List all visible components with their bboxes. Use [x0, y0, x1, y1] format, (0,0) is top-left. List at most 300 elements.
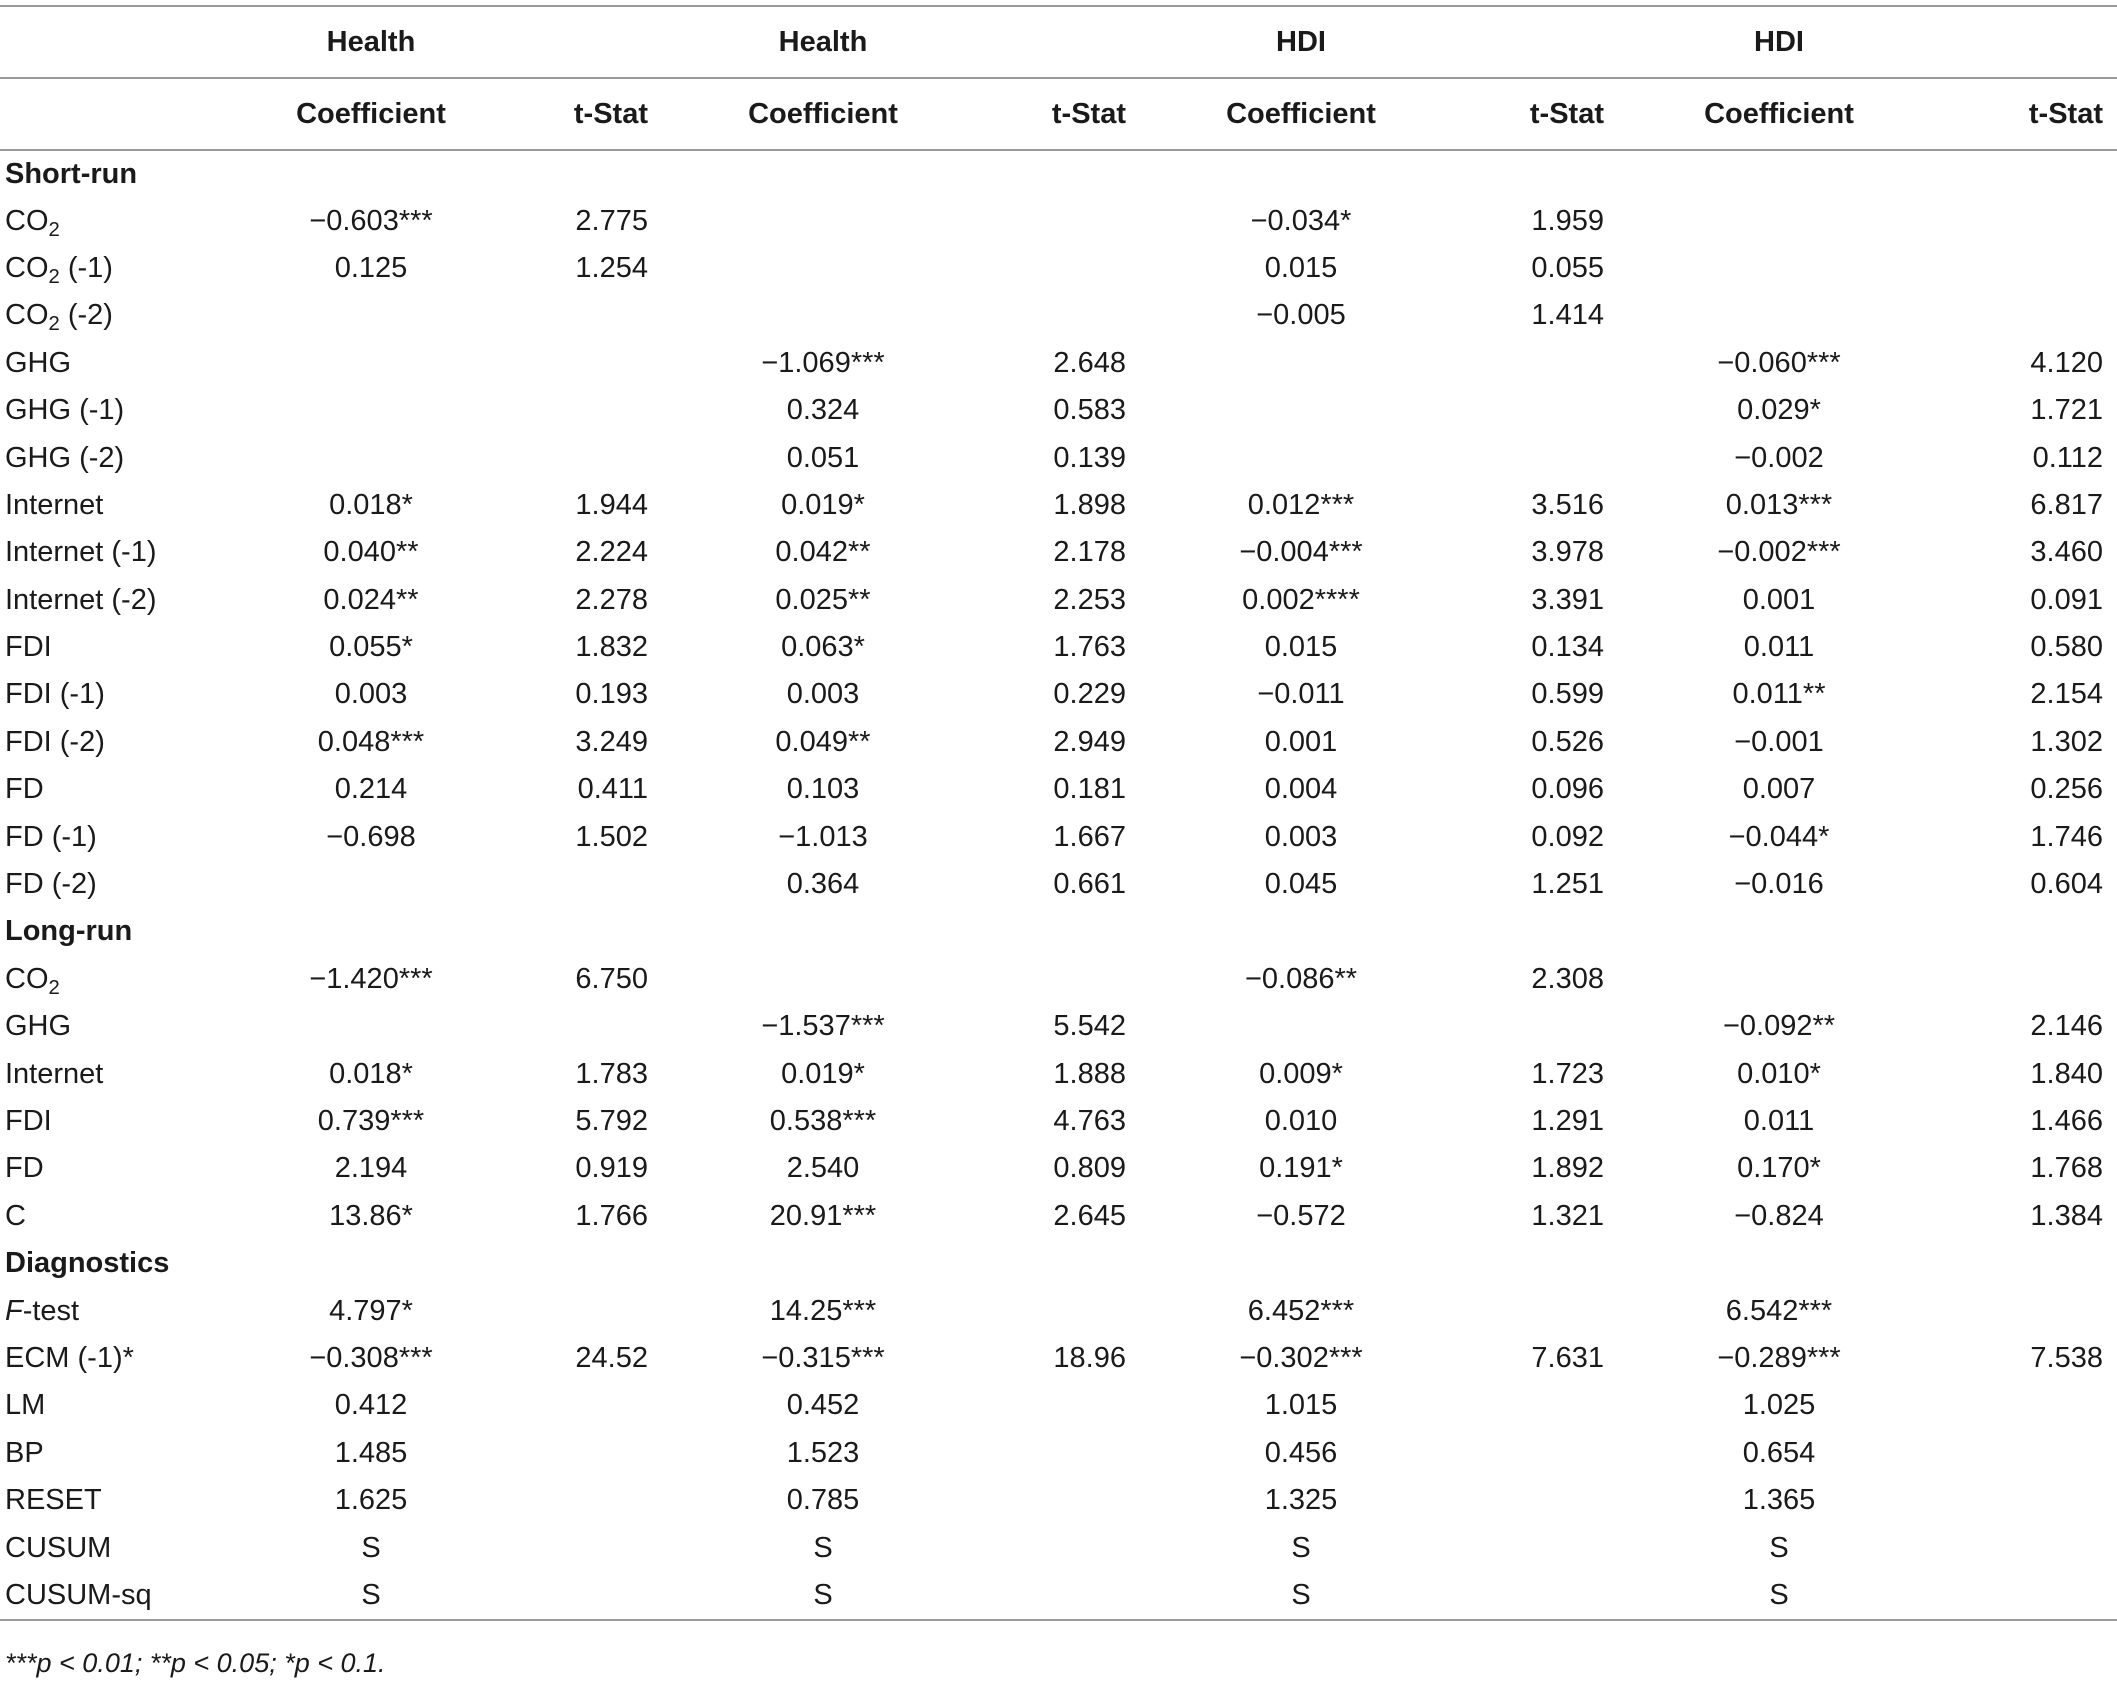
row-label-text: RESET	[5, 1484, 102, 1517]
row-label-text: FD	[5, 1152, 44, 1185]
col-coefficient: Coefficient	[230, 78, 512, 150]
tstat-cell	[990, 1572, 1134, 1620]
coefficient-cell	[230, 340, 512, 387]
tstat-cell	[512, 292, 656, 339]
coefficient-cell	[230, 861, 512, 908]
tstat-cell: 2.648	[1053, 346, 1126, 379]
row-label-subscript: 2	[48, 313, 60, 336]
tstat-cell: 3.460	[2030, 536, 2103, 569]
row-label	[0, 861, 230, 908]
coefficient-cell: −0.034*	[1250, 204, 1352, 237]
coefficient-cell	[656, 245, 990, 292]
coefficient-cell: 0.042**	[775, 536, 871, 569]
tstat-cell	[512, 1003, 656, 1050]
coefficient-cell: −0.603***	[309, 204, 433, 237]
coefficient-cell: 0.538***	[769, 1105, 877, 1137]
table-row	[0, 1572, 2117, 1620]
coefficient-cell: 0.018*	[329, 1057, 413, 1090]
section-row	[0, 150, 2117, 197]
coefficient-cell: S	[656, 1572, 990, 1620]
tstat-cell: 2.775	[575, 204, 648, 237]
table-row	[0, 577, 2117, 624]
row-label-text: FDI (-1)	[5, 678, 105, 711]
tstat-cell	[512, 1572, 656, 1620]
tstat-cell: 0.661	[1053, 868, 1126, 901]
col-tstat: t-Stat	[990, 78, 1134, 150]
tstat-cell: 1.291	[1531, 1105, 1604, 1137]
row-label	[0, 340, 230, 387]
tstat-cell: 2.308	[1531, 962, 1604, 995]
tstat-cell: 1.832	[575, 631, 648, 664]
tstat-cell: 1.302	[2030, 725, 2103, 758]
coefficient-cell: 0.003	[786, 678, 860, 711]
coefficient-cell: −0.002***	[1717, 536, 1841, 569]
group-header-health-2: Health	[656, 6, 990, 78]
coefficient-cell: 0.456	[1264, 1436, 1338, 1469]
coefficient-cell: 14.25***	[769, 1294, 877, 1327]
table-row	[0, 813, 2117, 860]
row-label-text: FDI	[5, 1105, 52, 1137]
tstat-cell: 5.792	[575, 1105, 648, 1137]
section-title: Diagnostics	[5, 1247, 170, 1280]
tstat-cell: 1.763	[1053, 631, 1126, 664]
row-label	[0, 529, 230, 576]
coefficient-cell	[1612, 292, 1946, 339]
tstat-cell: 5.542	[1053, 1010, 1126, 1043]
tstat-cell	[990, 245, 1134, 292]
section-title: Short-run	[5, 157, 138, 190]
coefficient-cell: 0.452	[786, 1389, 860, 1422]
tstat-cell	[512, 1430, 656, 1477]
tstat-cell	[990, 197, 1134, 244]
coefficient-cell: −0.572	[1256, 1199, 1346, 1232]
tstat-cell: 0.055	[1531, 251, 1604, 284]
tstat-cell: 1.888	[1053, 1057, 1126, 1090]
coefficient-cell: 0.010*	[1737, 1057, 1821, 1090]
tstat-cell	[1946, 1524, 2117, 1571]
coefficient-cell: 0.011**	[1732, 678, 1826, 711]
tstat-cell	[990, 1287, 1134, 1334]
group-header-hdi-1: HDI	[1134, 6, 1468, 78]
tstat-cell: 2.224	[575, 536, 648, 569]
tstat-cell: 0.139	[1053, 441, 1126, 474]
coefficient-cell: 0.739***	[317, 1105, 425, 1137]
row-label	[0, 719, 230, 766]
coefficient-cell: −0.698	[326, 820, 416, 853]
coefficient-cell: 0.013***	[1725, 488, 1833, 521]
row-label-text: FD	[5, 773, 44, 806]
coefficient-cell: 1.025	[1742, 1389, 1816, 1422]
row-label	[0, 1524, 230, 1571]
coefficient-cell: S	[361, 1531, 381, 1564]
tstat-cell	[1946, 292, 2117, 339]
tstat-cell	[990, 1382, 1134, 1429]
table-row	[0, 529, 2117, 576]
tstat-cell	[1468, 434, 1612, 481]
tstat-cell: 4.763	[1053, 1105, 1126, 1137]
coefficient-cell: 0.051	[786, 441, 860, 474]
tstat-cell: 6.817	[2030, 488, 2103, 521]
tstat-cell: 1.254	[575, 251, 648, 284]
coefficient-cell: 0.324	[786, 394, 860, 427]
tstat-cell: 24.52	[575, 1341, 648, 1374]
coefficient-cell: 0.003	[1264, 820, 1338, 853]
tstat-cell: 0.256	[2030, 773, 2103, 806]
table-row	[0, 1003, 2117, 1050]
tstat-cell	[1946, 1430, 2117, 1477]
coefficient-cell: 0.009*	[1259, 1057, 1343, 1090]
tstat-cell	[1946, 1477, 2117, 1524]
section-title: Long-run	[5, 915, 133, 948]
tstat-cell	[512, 434, 656, 481]
row-label-text: GHG	[5, 1010, 72, 1043]
row-label-text: CO	[5, 204, 49, 237]
tstat-cell	[990, 1477, 1134, 1524]
row-label	[0, 1477, 230, 1524]
row-label	[0, 624, 230, 671]
coefficient-cell: 0.015	[1264, 631, 1338, 664]
tstat-cell	[1946, 1382, 2117, 1429]
tstat-cell: 0.096	[1531, 773, 1604, 806]
coefficient-cell	[1612, 197, 1946, 244]
tstat-cell	[512, 387, 656, 434]
tstat-cell	[1468, 340, 1612, 387]
col-tstat: t-Stat	[512, 78, 656, 150]
row-label	[0, 671, 230, 718]
coefficient-cell: −0.092**	[1722, 1010, 1836, 1043]
table-row	[0, 1145, 2117, 1192]
tstat-cell: 3.978	[1531, 536, 1604, 569]
tstat-cell	[512, 861, 656, 908]
row-label-text: GHG	[5, 346, 72, 379]
coefficient-cell: −0.824	[1734, 1199, 1824, 1232]
coefficient-cell: 1.365	[1742, 1484, 1816, 1517]
coefficient-cell: 0.001	[1264, 725, 1338, 758]
footnote: ***p < 0.01; **p < 0.05; *p < 0.1.	[5, 1648, 386, 1678]
table-row	[0, 719, 2117, 766]
coefficient-cell: 0.214	[334, 773, 408, 806]
coefficient-cell: 1.325	[1264, 1484, 1338, 1517]
row-label-text: CO	[5, 251, 49, 284]
row-label-text: FDI	[5, 631, 52, 664]
header-blank	[0, 6, 230, 78]
coefficient-cell: 13.86*	[329, 1199, 413, 1232]
tstat-cell: 1.892	[1531, 1152, 1604, 1185]
table-row	[0, 340, 2117, 387]
coefficient-cell: 0.045	[1264, 868, 1338, 901]
col-tstat: t-Stat	[1468, 78, 1612, 150]
tstat-cell: 1.898	[1053, 488, 1126, 521]
table-row	[0, 766, 2117, 813]
coefficient-cell: −1.537***	[761, 1010, 885, 1043]
row-label-suffix: (-2)	[59, 299, 113, 332]
coefficient-cell: −1.013	[778, 820, 868, 853]
row-label-text: FD (-2)	[5, 868, 97, 901]
row-label	[0, 482, 230, 529]
tstat-cell: 0.091	[2030, 583, 2103, 616]
tstat-cell: 2.154	[2030, 678, 2103, 711]
row-label	[0, 1050, 230, 1097]
coefficient-cell: −0.315***	[761, 1341, 885, 1374]
tstat-cell: 0.583	[1053, 394, 1126, 427]
coefficient-cell: 0.003	[334, 678, 408, 711]
tstat-cell: 0.181	[1053, 773, 1126, 806]
coefficient-cell: 0.024**	[323, 583, 419, 616]
tstat-cell: 18.96	[1053, 1341, 1126, 1374]
tstat-cell: 1.721	[2030, 394, 2103, 427]
section-row	[0, 908, 2117, 955]
tstat-cell: 1.746	[2030, 820, 2103, 853]
coefficient-cell: 6.452***	[1247, 1294, 1355, 1327]
tstat-cell: 4.120	[2030, 346, 2103, 379]
coefficient-cell: 0.412	[334, 1389, 408, 1422]
table-row	[0, 245, 2117, 292]
coefficient-cell: 20.91***	[769, 1199, 877, 1232]
coefficient-cell: 0.048***	[317, 725, 425, 758]
row-label	[0, 813, 230, 860]
row-label-text: GHG (-2)	[5, 441, 125, 474]
coefficient-cell: S	[1612, 1572, 1946, 1620]
coefficient-cell	[230, 1003, 512, 1050]
row-label-subscript: 2	[48, 976, 60, 999]
row-label-text: C	[5, 1199, 26, 1232]
tstat-cell: 3.249	[575, 725, 648, 758]
tstat-cell: 2.278	[575, 583, 648, 616]
tstat-cell: 3.391	[1531, 583, 1604, 616]
tstat-cell: 0.599	[1531, 678, 1604, 711]
coefficient-cell: 0.011	[1743, 631, 1815, 664]
coefficient-cell: 2.194	[334, 1152, 408, 1185]
tstat-cell	[1468, 1430, 1612, 1477]
tstat-cell	[990, 956, 1134, 1003]
tstat-cell	[1468, 1477, 1612, 1524]
coefficient-cell: 0.019*	[781, 488, 865, 521]
tstat-cell	[1946, 1287, 2117, 1334]
table-row	[0, 624, 2117, 671]
coefficient-cell: 0.012***	[1247, 488, 1355, 521]
tstat-cell	[1468, 387, 1612, 434]
tstat-cell	[1468, 1003, 1612, 1050]
coefficient-cell	[230, 434, 512, 481]
row-label-suffix: -test	[22, 1294, 80, 1327]
tstat-cell: 7.631	[1531, 1341, 1604, 1374]
coefficient-cell: 0.063*	[781, 631, 865, 664]
table-body	[0, 150, 2117, 1620]
coefficient-cell: S	[1291, 1531, 1311, 1564]
col-coefficient: Coefficient	[1612, 78, 1946, 150]
row-label	[0, 434, 230, 481]
tstat-cell	[990, 292, 1134, 339]
table-row	[0, 1193, 2117, 1240]
coefficient-cell	[1612, 956, 1946, 1003]
row-label-text: BP	[5, 1436, 44, 1469]
coefficient-cell: −0.001	[1734, 725, 1824, 758]
coefficient-cell: −0.302***	[1239, 1341, 1363, 1374]
tstat-cell: 1.667	[1053, 820, 1126, 853]
tstat-cell: 1.384	[2030, 1199, 2103, 1232]
row-label	[0, 245, 230, 292]
tstat-cell: 0.112	[2032, 441, 2103, 474]
table-row	[0, 1477, 2117, 1524]
coefficient-cell: −0.060***	[1717, 346, 1841, 379]
row-label-text: Internet	[5, 488, 104, 521]
coefficient-cell: 0.019*	[781, 1057, 865, 1090]
coefficient-cell: −0.308***	[309, 1341, 433, 1374]
coefficient-cell: −0.004***	[1239, 536, 1363, 569]
coefficient-cell: S	[813, 1531, 833, 1564]
section-row	[0, 1240, 2117, 1287]
tstat-cell	[512, 1477, 656, 1524]
coefficient-cell: −0.289***	[1717, 1341, 1841, 1374]
row-label	[0, 1287, 230, 1334]
table-row	[0, 1098, 2117, 1145]
tstat-cell: 0.604	[2030, 868, 2103, 901]
tstat-cell: 0.580	[2030, 631, 2103, 664]
coefficient-cell: −1.420***	[309, 962, 433, 995]
coefficient-cell: 0.010	[1264, 1105, 1338, 1137]
row-label-subscript: 2	[48, 218, 60, 241]
tstat-cell: 1.723	[1531, 1057, 1604, 1090]
row-label	[0, 1335, 230, 1382]
coefficient-cell: 0.785	[786, 1484, 860, 1517]
row-label	[0, 956, 230, 1003]
tstat-cell: 1.251	[1531, 868, 1604, 901]
coefficient-cell: −0.044*	[1728, 820, 1830, 853]
table-row	[0, 482, 2117, 529]
coefficient-cell: 0.654	[1742, 1436, 1816, 1469]
tstat-cell: 1.502	[575, 820, 648, 853]
row-label-subscript: 2	[48, 266, 60, 289]
row-label-text: GHG (-1)	[5, 394, 125, 427]
tstat-cell: 1.321	[1531, 1199, 1604, 1232]
table-row	[0, 1050, 2117, 1097]
tstat-cell: 0.134	[1531, 631, 1604, 664]
coefficient-cell: 1.523	[786, 1436, 860, 1469]
row-label-text: FDI (-2)	[5, 725, 105, 758]
row-label	[0, 1382, 230, 1429]
coefficient-cell: 0.191*	[1259, 1152, 1343, 1185]
row-label	[0, 1003, 230, 1050]
coefficient-cell: 0.001	[1742, 583, 1816, 616]
row-label	[0, 387, 230, 434]
table-row	[0, 1524, 2117, 1571]
coefficient-cell: S	[1134, 1572, 1468, 1620]
tstat-cell: 0.411	[577, 773, 648, 806]
coefficient-cell	[1134, 340, 1468, 387]
coefficient-cell	[656, 197, 990, 244]
tstat-cell: 1.944	[575, 488, 648, 521]
tstat-cell: 0.919	[575, 1152, 648, 1185]
row-label	[0, 292, 230, 339]
row-label	[0, 1572, 230, 1620]
tstat-cell	[1946, 1572, 2117, 1620]
tstat-cell: 0.092	[1531, 820, 1604, 853]
coefficient-cell: 0.018*	[329, 488, 413, 521]
row-label	[0, 577, 230, 624]
group-header-hdi-2: HDI	[1612, 6, 1946, 78]
coefficient-cell: −0.011	[1257, 678, 1345, 711]
coefficient-cell: 2.540	[786, 1152, 860, 1185]
coefficient-cell: S	[230, 1572, 512, 1620]
tstat-cell	[1468, 1572, 1612, 1620]
group-header-row	[0, 6, 2117, 78]
col-coefficient: Coefficient	[656, 78, 990, 150]
coefficient-cell: 0.004	[1264, 773, 1338, 806]
tstat-cell	[990, 1430, 1134, 1477]
coefficient-cell: 0.015	[1264, 251, 1338, 284]
table-row	[0, 1287, 2117, 1334]
tstat-cell	[512, 1287, 656, 1334]
row-label	[0, 1145, 230, 1192]
tstat-cell: 1.414	[1531, 299, 1604, 332]
tstat-cell: 3.516	[1531, 488, 1604, 521]
coefficient-cell: 0.103	[786, 773, 860, 806]
coefficient-cell: 1.015	[1264, 1389, 1338, 1422]
coefficient-cell	[656, 956, 990, 1003]
tstat-cell: 1.466	[2030, 1105, 2103, 1137]
tstat-cell: 2.645	[1053, 1199, 1126, 1232]
coefficient-cell: 0.011	[1743, 1105, 1815, 1137]
col-coefficient: Coefficient	[1134, 78, 1468, 150]
row-label-suffix: (-1)	[59, 251, 113, 284]
column-header-row	[0, 78, 2117, 150]
coefficient-cell	[1134, 387, 1468, 434]
tstat-cell: 2.146	[2030, 1010, 2103, 1043]
table-row	[0, 1430, 2117, 1477]
coefficient-cell: S	[1769, 1531, 1789, 1564]
coefficient-cell: 1.485	[334, 1436, 408, 1469]
row-label	[0, 1098, 230, 1145]
row-label-text: Internet (-2)	[5, 583, 157, 616]
coefficient-cell: 0.364	[786, 868, 860, 901]
col-tstat: t-Stat	[1946, 78, 2117, 150]
tstat-cell: 1.783	[575, 1057, 648, 1090]
coefficient-cell: 0.055*	[329, 631, 413, 664]
coefficient-cell: 0.007	[1742, 773, 1816, 806]
tstat-cell: 0.526	[1531, 725, 1604, 758]
tstat-cell: 1.840	[2030, 1057, 2103, 1090]
coefficient-cell: −0.016	[1734, 868, 1824, 901]
results-table	[0, 5, 2117, 1621]
coefficient-cell	[1612, 245, 1946, 292]
tstat-cell: 2.178	[1053, 536, 1126, 569]
coefficient-cell: 0.025**	[775, 583, 871, 616]
table-row	[0, 1335, 2117, 1382]
coefficient-cell	[656, 292, 990, 339]
tstat-cell	[1946, 245, 2117, 292]
tstat-cell: 2.253	[1053, 583, 1126, 616]
coefficient-cell: −0.086**	[1244, 962, 1358, 995]
tstat-cell	[1468, 1524, 1612, 1571]
coefficient-cell	[230, 292, 512, 339]
row-label-text: Internet (-1)	[5, 536, 157, 569]
coefficient-cell	[1134, 1003, 1468, 1050]
row-label-text: Internet	[5, 1057, 104, 1090]
tstat-cell: 6.750	[575, 962, 648, 995]
tstat-cell	[1946, 956, 2117, 1003]
tstat-cell: 0.229	[1053, 678, 1126, 711]
tstat-cell	[512, 1382, 656, 1429]
group-header-health-1: Health	[230, 6, 512, 78]
coefficient-cell: −0.002	[1734, 441, 1824, 474]
row-label	[0, 1193, 230, 1240]
table-row	[0, 1382, 2117, 1429]
row-label-text: ECM (-1)*	[5, 1341, 134, 1374]
tstat-cell	[1468, 1287, 1612, 1334]
coefficient-cell	[230, 387, 512, 434]
row-label-text: FD (-1)	[5, 820, 97, 853]
coefficient-cell: 0.170*	[1737, 1152, 1821, 1185]
